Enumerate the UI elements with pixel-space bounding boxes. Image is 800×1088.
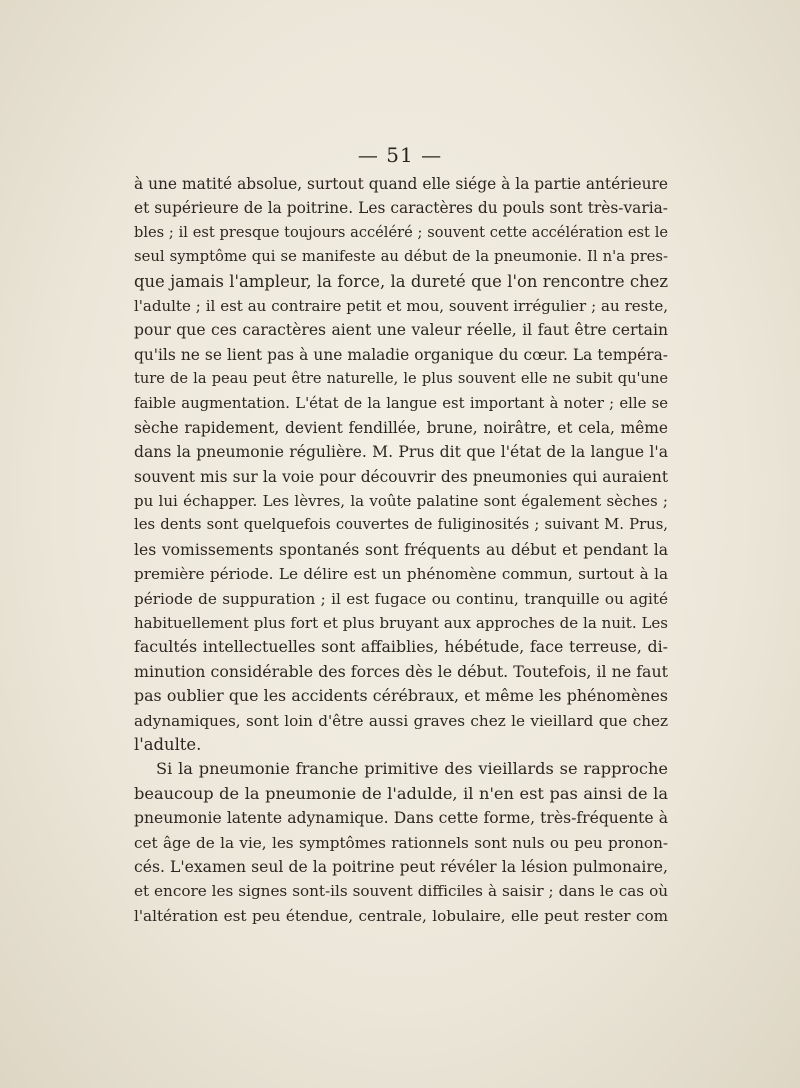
text-line: Si la pneumonie franche primitive des vieillards se rapproche (156, 759, 668, 779)
text-line: dans la pneumonie régulière. M. Prus dit que l'état de la langue l'a (134, 443, 668, 462)
text-line: bles ; il est presque toujours accéléré ; souvent cette accélération est le (134, 223, 668, 241)
text-line: cet âge de la vie, les symptômes rationnels sont nuls ou peu pronon- (134, 833, 668, 852)
text-line: pu lui échapper. Les lèvres, la voûte palatine sont également sèches ; (134, 492, 668, 511)
paragraph-2 (134, 757, 668, 928)
text-line: l'adulte ; il est au contraire petit et mou, souvent irrégulier ; au reste, (134, 296, 668, 315)
text-line: cés. L'examen seul de la poitrine peut révéler la lésion pulmonaire, (134, 857, 668, 876)
text-line: et encore les signes sont-ils souvent difficiles à saisir ; dans le cas où (134, 882, 668, 901)
text-line: souvent mis sur la voie pour découvrir des pneumonies qui auraient (134, 467, 668, 486)
page-number: — 51 — (357, 143, 443, 167)
text-line: première période. Le délire est un phénomène commun, surtout à la (134, 565, 668, 584)
text-line: beaucoup de la pneumonie de l'adulde, il n'en est pas ainsi de la (134, 783, 668, 803)
text-line: ture de la peau peut être naturelle, le plus souvent elle ne subit qu'une (134, 370, 668, 388)
text-line: l'adulte. (134, 734, 202, 754)
text-line: habituellement plus fort et plus bruyant aux approches de la nuit. Les (134, 614, 668, 633)
text-line: les dents sont quelquefois couvertes de fuliginosités ; suivant M. Prus, (134, 516, 668, 534)
text-line: pneumonie latente adynamique. Dans cette forme, très-fréquente à (134, 809, 668, 828)
text-line: et supérieure de la poitrine. Les caractères du pouls sont très-varia- (134, 199, 668, 218)
text-line: sèche rapidement, devient fendillée, brune, noirâtre, et cela, même (134, 418, 668, 437)
text-line: période de suppuration ; il est fugace ou continu, tranquille ou agité (134, 589, 668, 608)
body-text (134, 172, 668, 928)
text-line: à une matité absolue, surtout quand elle siége à la partie antérieure (134, 175, 668, 193)
text-line: qu'ils ne se lient pas à une maladie organique du cœur. La tempéra- (134, 345, 668, 364)
text-line: pas oublier que les accidents cérébraux, et même les phénomènes (134, 686, 668, 706)
text-line: les vomissements spontanés sont fréquents au début et pendant la (134, 540, 668, 559)
text-line: l'altération est peu étendue, centrale, lobulaire, elle peut rester com (134, 906, 668, 925)
text-line: faible augmentation. L'état de la langue est important à noter ; elle se (134, 394, 668, 412)
text-line: adynamiques, sont loin d'être aussi graves chez le vieillard que chez (134, 711, 668, 730)
paragraph-1 (134, 172, 668, 757)
text-line: que jamais l'ampleur, la force, la dureté que l'on rencontre chez (134, 271, 668, 291)
text-line: facultés intellectuelles sont affaiblies, hébétude, face terreuse, di- (134, 637, 668, 657)
text-line: pour que ces caractères aient une valeur réelle, il faut être certain (134, 321, 668, 340)
text-line: seul symptôme qui se manifeste au début de la pneumonie. Il n'a pres- (134, 248, 668, 266)
text-line: minution considérable des forces dès le début. Toutefois, il ne faut (134, 661, 668, 681)
